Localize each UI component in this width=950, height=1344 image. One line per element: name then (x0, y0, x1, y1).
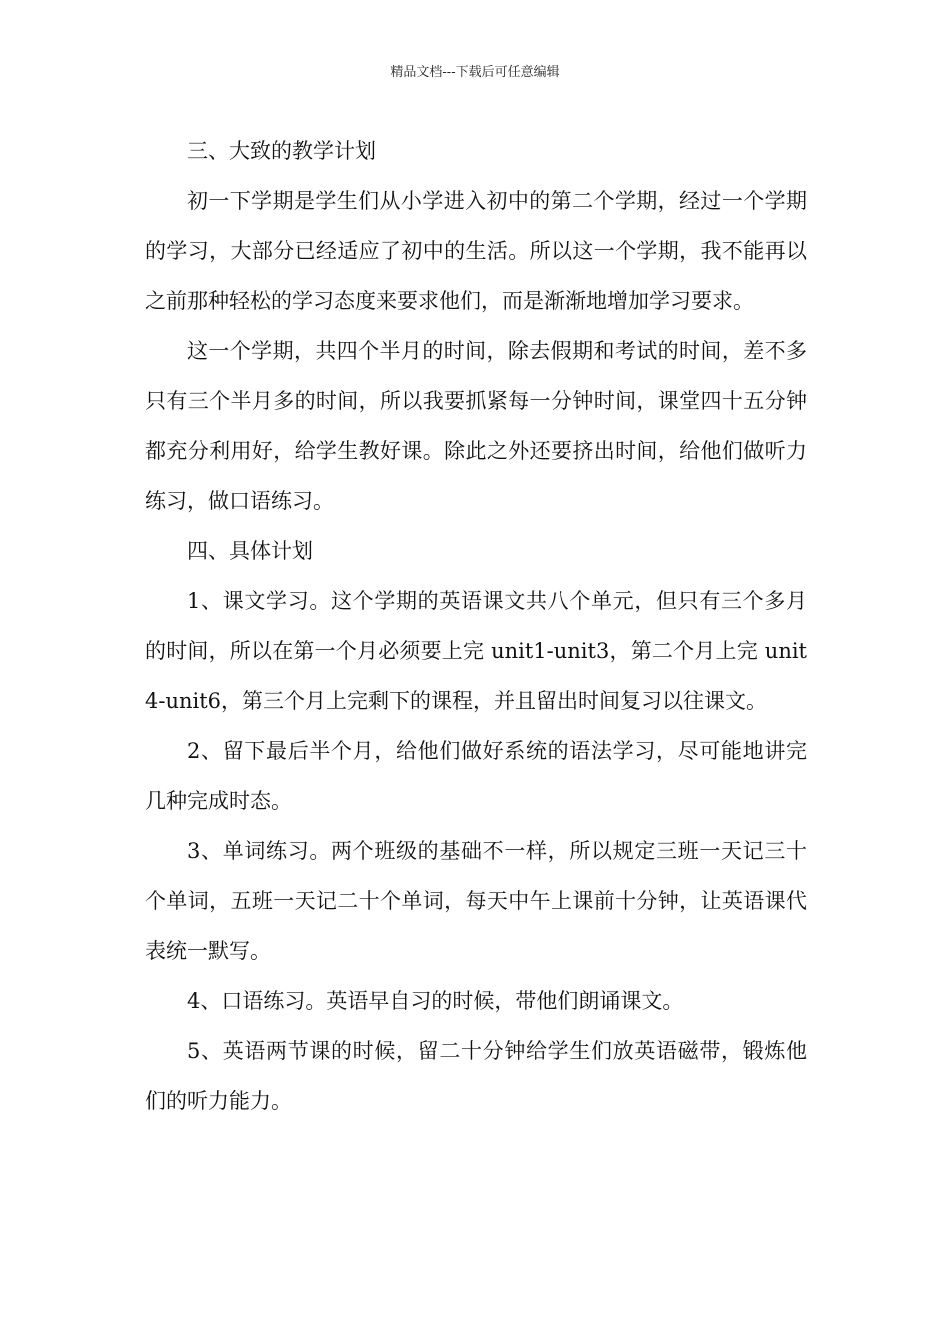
list-item-text-study: 1、课文学习。这个学期的英语课文共八个单元，但只有三个多月的时间，所以在第一个月必须要上完 unit1-unit3，第二个月上完 unit4-unit6，第三个月上完剩下的课程，并且留出时间复习以往课文。 (145, 589, 807, 713)
list-item-oral-practice: 4、口语练习。英语早自习的时候，带他们朗诵课文。 (187, 989, 684, 1013)
document-body (145, 126, 807, 1126)
list-item-grammar-study: 2、留下最后半个月，给他们做好系统的语法学习，尽可能地讲完几种完成时态。 (145, 739, 807, 813)
section-heading-teaching-plan: 三、大致的教学计划 (187, 139, 376, 163)
paragraph-semester-time: 这一个学期，共四个半月的时间，除去假期和考试的时间，差不多只有三个半月多的时间，所以我要抓紧每一分钟时间，课堂四十五分钟都充分利用好，给学生教好课。除此之外还要挤出时间，给他们做听力练习，做口语练习。 (145, 339, 807, 513)
page-header: 精品文档---下载后可任意编辑 (390, 65, 560, 80)
section-heading-specific-plan: 四、具体计划 (187, 539, 313, 563)
list-item-listening-practice: 5、英语两节课的时候，留二十分钟给学生们放英语磁带，锻炼他们的听力能力。 (145, 1039, 807, 1113)
paragraph-semester-overview: 初一下学期是学生们从小学进入初中的第二个学期，经过一个学期的学习，大部分已经适应了初中的生活。所以这一个学期，我不能再以之前那种轻松的学习态度来要求他们，而是渐渐地增加学习要求。 (145, 189, 807, 313)
list-item-vocabulary-practice: 3、单词练习。两个班级的基础不一样，所以规定三班一天记三十个单词，五班一天记二十个单词，每天中午上课前十分钟，让英语课代表统一默写。 (145, 839, 807, 963)
